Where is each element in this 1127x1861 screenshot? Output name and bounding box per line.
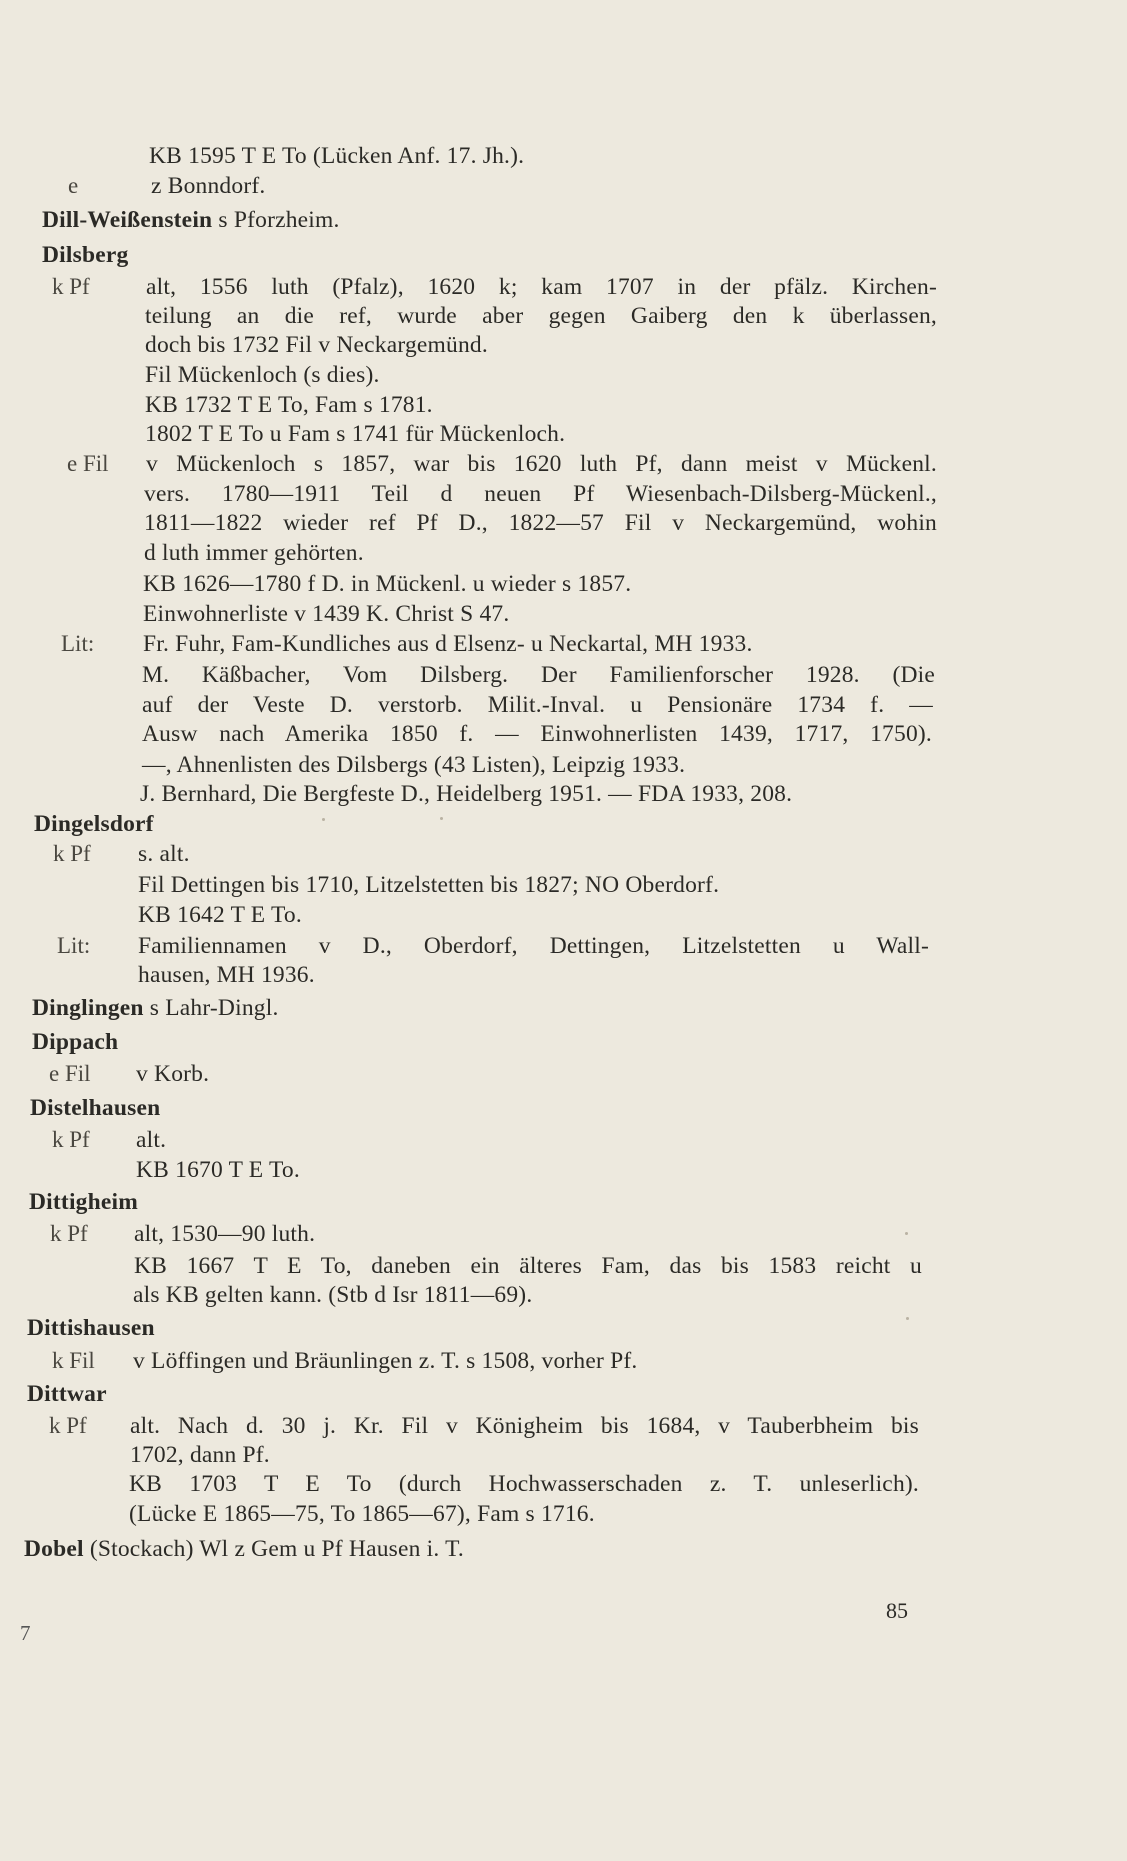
paper-speck	[322, 818, 325, 821]
text-line: vers. 1780—1911 Teil d neuen Pf Wiesenbach-Dilsberg-Mückenl.,	[144, 481, 937, 507]
page-number: 85	[886, 1598, 908, 1623]
entry-headword: Dippach	[32, 1029, 119, 1055]
text-line: hausen, MH 1936.	[138, 962, 315, 988]
text-line: KB 1626—1780 f D. in Mückenl. u wieder s 1857.	[143, 571, 632, 597]
entry-tag: k Pf	[49, 1413, 87, 1438]
text-line: v Löffingen und Bräunlingen z. T. s 1508, vorher Pf.	[133, 1348, 638, 1374]
entry-headword: Distelhausen	[30, 1095, 161, 1121]
text-line: KB 1595 T E To (Lücken Anf. 17. Jh.).	[149, 143, 525, 169]
entry-headword: Dittwar	[27, 1381, 107, 1407]
text-line: —, Ahnenlisten des Dilsbergs (43 Listen), Leipzig 1933.	[142, 752, 686, 778]
text-line: KB 1703 T E To (durch Hochwasserschaden z. T. unleserlich).	[129, 1471, 919, 1497]
text-line: KB 1667 T E To, daneben ein älteres Fam, das bis 1583 reicht u	[134, 1253, 922, 1279]
text-line: v Mückenloch s 1857, war bis 1620 luth Pf, dann meist v Mückenl.	[146, 451, 937, 477]
entry-tag: k Pf	[52, 274, 90, 299]
entry-tag: e Fil	[67, 451, 109, 476]
entry-tag: k Fil	[52, 1348, 95, 1373]
entry-tag: Lit:	[57, 933, 91, 958]
entry-headword: Dittigheim	[29, 1189, 139, 1215]
paper-speck	[906, 1317, 909, 1320]
entry-tag: Lit:	[61, 631, 95, 656]
text-line: z Bonndorf.	[151, 173, 266, 199]
entry-text: s Pforzheim.	[218, 207, 340, 233]
text-line: v Korb.	[136, 1061, 210, 1087]
text-line: Fil Dettingen bis 1710, Litzelstetten bis 1827; NO Oberdorf.	[138, 872, 720, 898]
text-line: teilung an die ref, wurde aber gegen Gaiberg den k überlassen,	[145, 303, 937, 329]
text-line: Fil Mückenloch (s dies).	[145, 362, 380, 388]
entry-tag: e	[68, 173, 79, 198]
text-line: J. Bernhard, Die Bergfeste D., Heidelberg 1951. — FDA 1933, 208.	[140, 781, 793, 807]
entry-headword: Dingelsdorf	[34, 811, 154, 837]
entry-tag: k Pf	[53, 841, 91, 866]
text-line: M. Käßbacher, Vom Dilsberg. Der Familienforscher 1928. (Die	[142, 662, 935, 688]
entry-headword: Dobel	[24, 1536, 84, 1562]
text-line: 1802 T E To u Fam s 1741 für Mückenloch.	[145, 421, 566, 447]
text-line: alt. Nach d. 30 j. Kr. Fil v Königheim bis 1684, v Tauberbheim bis	[130, 1413, 919, 1439]
text-line: 1811—1822 wieder ref Pf D., 1822—57 Fil v Neckargemünd, wohin	[144, 510, 937, 536]
text-line: (Lücke E 1865—75, To 1865—67), Fam s 1716.	[129, 1501, 595, 1527]
text-line: doch bis 1732 Fil v Neckargemünd.	[145, 332, 488, 358]
text-line: Familiennamen v D., Oberdorf, Dettingen, Litzelstetten u Wall-	[138, 933, 929, 959]
text-line: Einwohnerliste v 1439 K. Christ S 47.	[143, 601, 510, 627]
entry-tag: k Pf	[50, 1221, 88, 1246]
text-line: s. alt.	[138, 841, 190, 867]
entry-tag: k Pf	[52, 1127, 90, 1152]
entry-headword: Dill-Weißenstein	[42, 207, 213, 233]
text-line: KB 1670 T E To.	[136, 1157, 300, 1183]
entry-headword: Dilsberg	[42, 242, 129, 268]
text-line: KB 1642 T E To.	[138, 902, 302, 928]
text-line: alt, 1556 luth (Pfalz), 1620 k; kam 1707 in der pfälz. Kirchen-	[146, 274, 937, 300]
paper-speck	[440, 817, 443, 820]
signature-mark: 7	[20, 1621, 31, 1645]
entry-dobel	[24, 1535, 464, 1563]
entry-dill-weissenstein	[42, 206, 340, 234]
entry-text: s Lahr-Dingl.	[149, 995, 279, 1021]
text-line: auf der Veste D. verstorb. Milit.-Inval. u Pensionäre 1734 f. —	[142, 692, 933, 718]
text-line: alt.	[136, 1127, 167, 1153]
text-line: Ausw nach Amerika 1850 f. — Einwohnerlisten 1439, 1717, 1750).	[142, 721, 932, 747]
entry-tag: e Fil	[49, 1061, 91, 1086]
text-line: 1702, dann Pf.	[130, 1442, 270, 1468]
entry-headword: Dittishausen	[27, 1315, 155, 1341]
entry-text: (Stockach) Wl z Gem u Pf Hausen i. T.	[89, 1536, 465, 1562]
text-line: als KB gelten kann. (Stb d Isr 1811—69).	[133, 1282, 533, 1308]
text-line: d luth immer gehörten.	[144, 540, 364, 566]
entry-headword: Dinglingen	[32, 995, 144, 1021]
text-line: KB 1732 T E To, Fam s 1781.	[145, 392, 433, 418]
entry-dinglingen	[32, 994, 279, 1022]
text-line: Fr. Fuhr, Fam-Kundliches aus d Elsenz- u Neckartal, MH 1933.	[143, 631, 753, 657]
text-line: alt, 1530—90 luth.	[134, 1221, 316, 1247]
paper-speck	[905, 1232, 908, 1235]
